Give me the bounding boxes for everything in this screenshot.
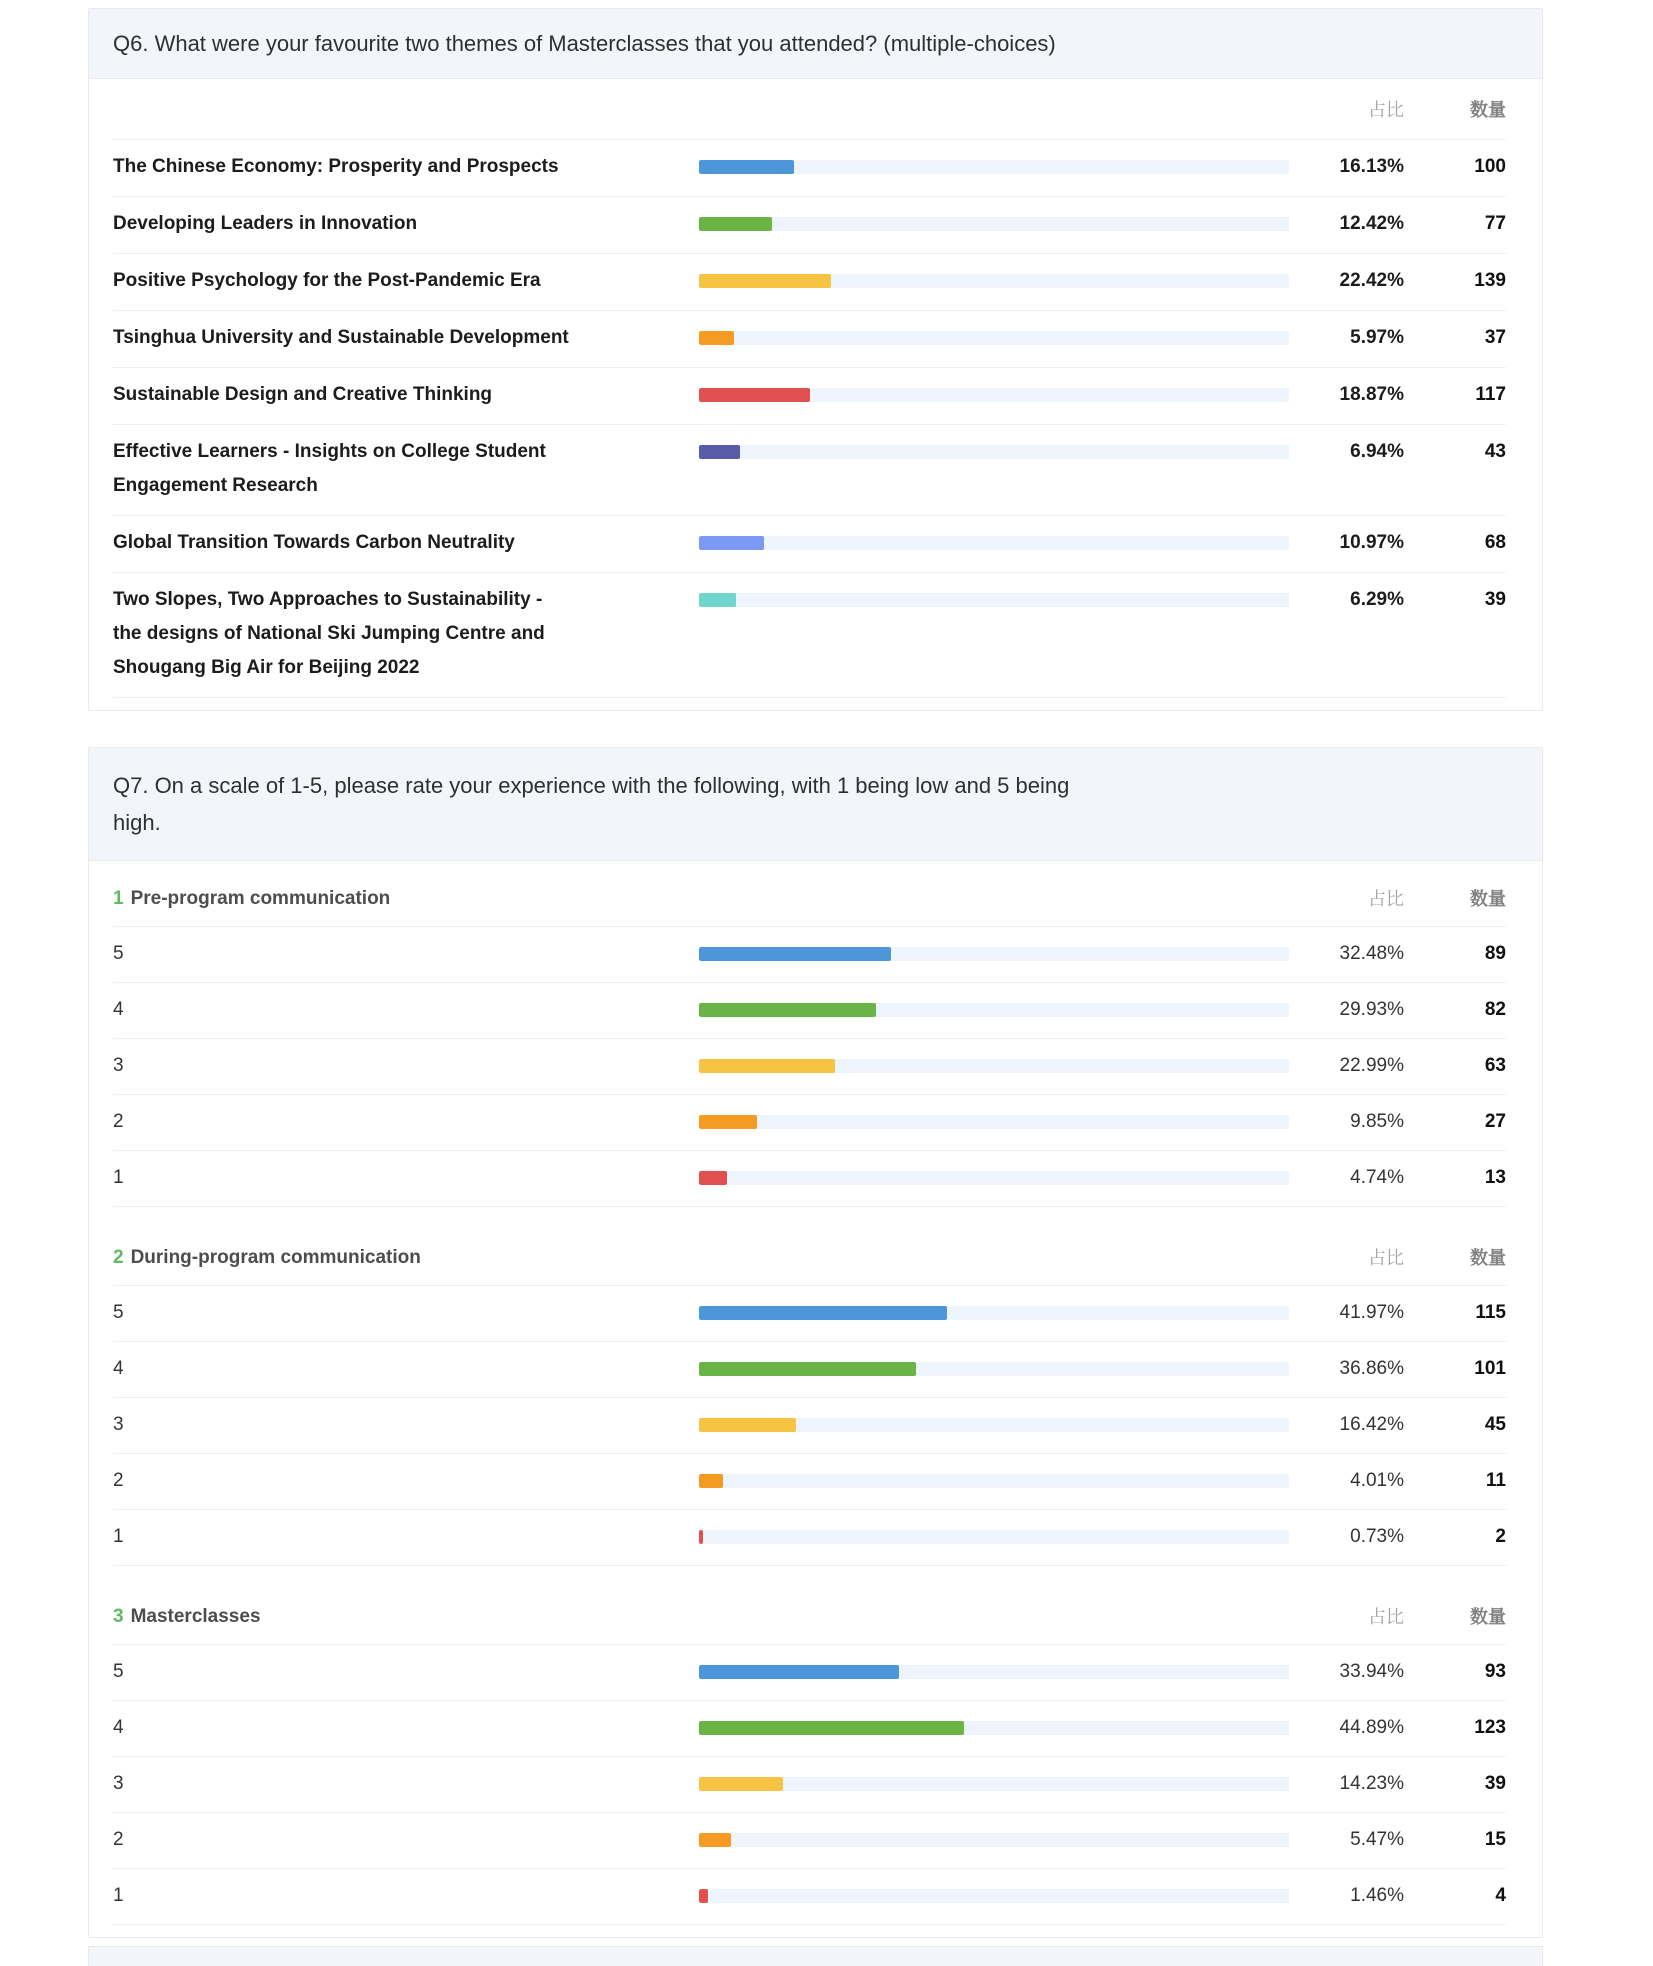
row-percentage: 44.89%	[1339, 1717, 1404, 1738]
row-label: 2	[113, 1111, 124, 1132]
bar-track	[699, 274, 1289, 288]
row-count: 15	[1484, 1829, 1506, 1850]
bar-fill	[699, 1059, 835, 1073]
row-label: Effective Learners - Insights on College Student Engagement Research	[113, 441, 546, 496]
table-row	[113, 516, 1506, 573]
bar-track	[699, 331, 1289, 345]
row-label: 5	[113, 1302, 124, 1323]
bar-fill	[699, 217, 772, 231]
section-title	[113, 1245, 1289, 1271]
column-header-pct: 占比	[1368, 1248, 1404, 1268]
table-row	[113, 368, 1506, 425]
row-percentage: 6.94%	[1350, 441, 1404, 462]
row-percentage: 4.01%	[1350, 1470, 1404, 1491]
table-row	[113, 1645, 1506, 1701]
row-percentage: 14.23%	[1339, 1773, 1404, 1794]
table-row	[113, 197, 1506, 254]
section-index: 1	[113, 888, 124, 909]
row-percentage: 9.85%	[1350, 1111, 1404, 1132]
row-label: 5	[113, 1661, 124, 1682]
table-row	[113, 311, 1506, 368]
row-percentage: 16.13%	[1339, 156, 1404, 177]
row-label: 2	[113, 1829, 124, 1850]
section-header	[113, 1589, 1506, 1645]
bar-fill	[699, 1171, 727, 1185]
bar-track	[699, 947, 1289, 961]
row-count: 2	[1495, 1526, 1506, 1547]
next-question-card-peek	[88, 1946, 1543, 1966]
row-percentage: 6.29%	[1350, 589, 1404, 610]
bar-track	[699, 445, 1289, 459]
row-label: The Chinese Economy: Prosperity and Prospects	[113, 156, 559, 177]
column-header-pct: 占比	[1368, 889, 1404, 909]
row-label: 1	[113, 1885, 124, 1906]
column-header-count: 数量	[1470, 889, 1506, 909]
rating-section	[113, 1230, 1506, 1566]
bar-track	[699, 217, 1289, 231]
row-percentage: 1.46%	[1350, 1885, 1404, 1906]
row-label: 3	[113, 1773, 124, 1794]
row-count: 63	[1484, 1055, 1506, 1076]
bar-fill	[699, 947, 891, 961]
section-name: Masterclasses	[130, 1606, 261, 1627]
q6-rows	[113, 140, 1506, 698]
q6-column-headers	[113, 79, 1506, 140]
row-percentage: 4.74%	[1350, 1167, 1404, 1188]
row-count: 93	[1484, 1661, 1506, 1682]
bar-track	[699, 593, 1289, 607]
table-row	[113, 1869, 1506, 1925]
row-label: 3	[113, 1055, 124, 1076]
row-label: 5	[113, 943, 124, 964]
bar-track	[699, 1115, 1289, 1129]
row-count: 39	[1484, 589, 1506, 610]
q7-card	[88, 747, 1543, 1938]
row-label: Global Transition Towards Carbon Neutrality	[113, 532, 515, 553]
bar-track	[699, 1530, 1289, 1544]
row-label: 2	[113, 1470, 124, 1491]
section-name: Pre-program communication	[130, 888, 391, 909]
row-label: 4	[113, 999, 124, 1020]
table-row	[113, 1342, 1506, 1398]
row-count: 123	[1474, 1717, 1506, 1738]
bar-track	[699, 536, 1289, 550]
q7-header-band	[89, 748, 1542, 861]
column-header-count: 数量	[1470, 1607, 1506, 1627]
row-count: 115	[1475, 1302, 1506, 1323]
bar-fill	[699, 1418, 796, 1432]
table-row	[113, 140, 1506, 197]
bar-fill	[699, 331, 734, 345]
row-label: 3	[113, 1414, 124, 1435]
row-percentage: 0.73%	[1350, 1526, 1404, 1547]
row-count: 11	[1485, 1470, 1506, 1491]
bar-fill	[699, 445, 740, 459]
bar-track	[699, 160, 1289, 174]
row-count: 37	[1484, 327, 1506, 348]
row-count: 89	[1484, 943, 1506, 964]
row-label: 4	[113, 1358, 124, 1379]
row-percentage: 33.94%	[1339, 1661, 1404, 1682]
column-header-count: 数量	[1470, 1248, 1506, 1268]
q6-card	[88, 8, 1543, 711]
row-label: Developing Leaders in Innovation	[113, 213, 418, 234]
table-row	[113, 1757, 1506, 1813]
rating-section	[113, 871, 1506, 1207]
row-label: Sustainable Design and Creative Thinking	[113, 384, 493, 405]
row-count: 68	[1484, 532, 1506, 553]
q7-title: Q7. On a scale of 1-5, please rate your experience with the following, with 1 being low and 5 being high.	[113, 773, 1070, 835]
bar-track	[699, 1665, 1289, 1679]
bar-fill	[699, 1003, 876, 1017]
row-count: 39	[1484, 1773, 1506, 1794]
row-label: Tsinghua University and Sustainable Development	[113, 327, 569, 348]
bar-fill	[699, 1721, 964, 1735]
section-index: 3	[113, 1606, 124, 1627]
table-row	[113, 927, 1506, 983]
bar-fill	[699, 274, 831, 288]
bar-fill	[699, 1777, 783, 1791]
row-count: 117	[1475, 384, 1506, 405]
bar-fill	[699, 1833, 731, 1847]
column-header-count: 数量	[1470, 100, 1506, 120]
row-count: 45	[1484, 1414, 1506, 1435]
row-percentage: 10.97%	[1339, 532, 1404, 553]
bar-track	[699, 1777, 1289, 1791]
bar-track	[699, 1362, 1289, 1376]
bar-track	[699, 1418, 1289, 1432]
row-percentage: 5.47%	[1350, 1829, 1404, 1850]
table-row	[113, 1398, 1506, 1454]
table-row	[113, 1454, 1506, 1510]
table-row	[113, 1095, 1506, 1151]
bar-track	[699, 1889, 1289, 1903]
bar-fill	[699, 160, 794, 174]
row-percentage: 22.99%	[1339, 1055, 1404, 1076]
row-label: Two Slopes, Two Approaches to Sustainability - the designs of National Ski Jumping Centre and Shougang Big Air for Beijing 2022	[113, 589, 545, 678]
row-percentage: 22.42%	[1339, 270, 1404, 291]
section-title	[113, 886, 1289, 912]
bar-fill	[699, 1530, 703, 1544]
bar-fill	[699, 1889, 708, 1903]
row-count: 77	[1484, 213, 1506, 234]
q7-sections	[89, 861, 1542, 1937]
row-count: 4	[1495, 1885, 1506, 1906]
bar-fill	[699, 593, 736, 607]
table-row	[113, 1039, 1506, 1095]
row-label: Positive Psychology for the Post-Pandemic Era	[113, 270, 541, 291]
bar-track	[699, 1721, 1289, 1735]
q6-body	[89, 79, 1542, 710]
q6-header-band	[89, 9, 1542, 79]
bar-track	[699, 1171, 1289, 1185]
column-header-pct: 占比	[1368, 1607, 1404, 1627]
row-count: 139	[1474, 270, 1506, 291]
table-row	[113, 1286, 1506, 1342]
q6-title: Q6. What were your favourite two themes of Masterclasses that you attended? (multiple-choices)	[113, 31, 1056, 56]
row-label: 1	[113, 1167, 124, 1188]
row-label: 4	[113, 1717, 124, 1738]
row-count: 27	[1484, 1111, 1506, 1132]
bar-fill	[699, 1474, 723, 1488]
row-percentage: 41.97%	[1339, 1302, 1404, 1323]
section-name: During-program communication	[130, 1247, 421, 1268]
bar-fill	[699, 1362, 916, 1376]
bar-track	[699, 1306, 1289, 1320]
table-row	[113, 1813, 1506, 1869]
bar-track	[699, 1059, 1289, 1073]
section-index: 2	[113, 1247, 124, 1268]
row-percentage: 16.42%	[1339, 1414, 1404, 1435]
row-percentage: 12.42%	[1339, 213, 1404, 234]
bar-fill	[699, 536, 764, 550]
bar-track	[699, 1003, 1289, 1017]
column-header-pct: 占比	[1368, 100, 1404, 120]
row-count: 13	[1484, 1167, 1506, 1188]
bar-fill	[699, 1115, 757, 1129]
row-count: 43	[1484, 441, 1506, 462]
row-count: 82	[1484, 999, 1506, 1020]
bar-fill	[699, 1665, 899, 1679]
row-percentage: 5.97%	[1350, 327, 1404, 348]
section-title	[113, 1604, 1289, 1630]
table-row	[113, 254, 1506, 311]
bar-fill	[699, 1306, 947, 1320]
bar-fill	[699, 388, 810, 402]
table-row	[113, 1701, 1506, 1757]
bar-track	[699, 1474, 1289, 1488]
row-percentage: 32.48%	[1339, 943, 1404, 964]
section-header	[113, 871, 1506, 927]
table-row	[113, 573, 1506, 698]
row-percentage: 29.93%	[1339, 999, 1404, 1020]
row-count: 101	[1474, 1358, 1506, 1379]
table-row	[113, 425, 1506, 516]
row-percentage: 18.87%	[1339, 384, 1404, 405]
row-label: 1	[113, 1526, 124, 1547]
table-row	[113, 983, 1506, 1039]
bar-track	[699, 388, 1289, 402]
section-header	[113, 1230, 1506, 1286]
table-row	[113, 1151, 1506, 1207]
bar-track	[699, 1833, 1289, 1847]
row-count: 100	[1474, 156, 1506, 177]
row-percentage: 36.86%	[1339, 1358, 1404, 1379]
rating-section	[113, 1589, 1506, 1925]
table-row	[113, 1510, 1506, 1566]
